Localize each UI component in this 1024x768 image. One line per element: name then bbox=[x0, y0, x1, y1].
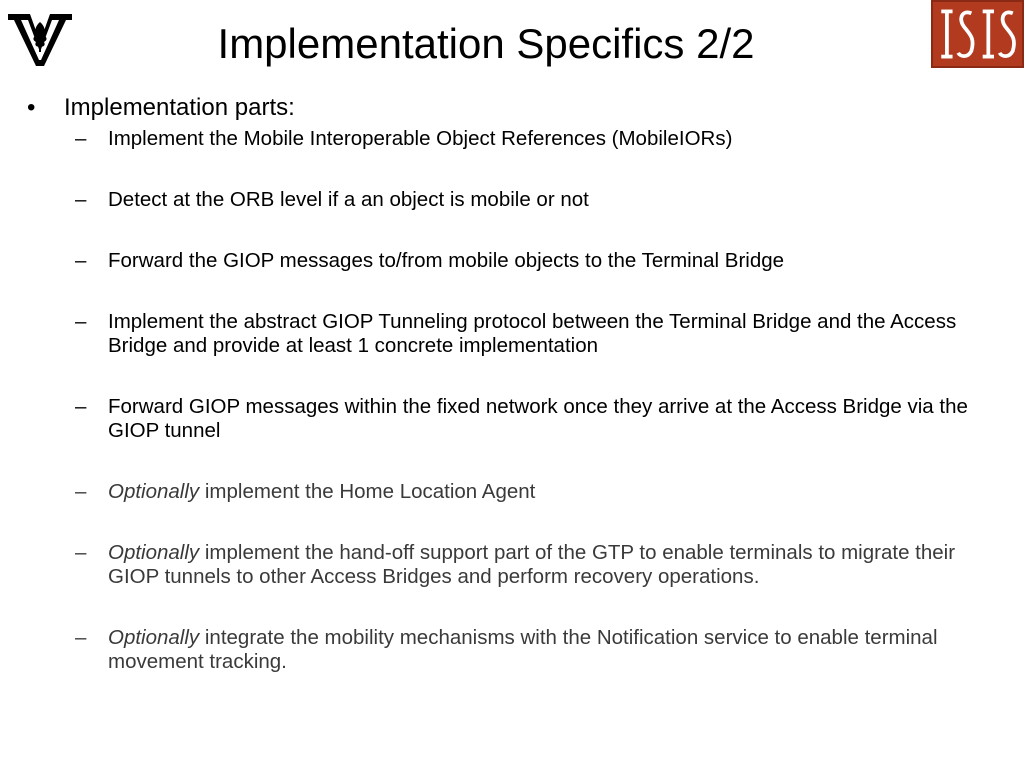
item-body: integrate the mobility mechanisms with the Notification service to enable terminal movement tracking. bbox=[108, 626, 938, 673]
list-item bbox=[75, 480, 1005, 504]
item-text: Implement the abstract GIOP Tunneling protocol between the Terminal Bridge and the Access Bridge and provide at least 1 concrete implementation bbox=[108, 310, 957, 357]
list-item bbox=[75, 127, 1005, 151]
dash-mark: – bbox=[75, 541, 87, 564]
sub-bullet-list bbox=[75, 127, 1005, 711]
dash-mark: – bbox=[75, 626, 87, 649]
dash-mark: – bbox=[75, 249, 87, 272]
item-text: Forward GIOP messages within the fixed network once they arrive at the Access Bridge via the GIOP tunnel bbox=[108, 395, 968, 442]
item-body: implement the hand-off support part of the GTP to enable terminals to migrate their GIOP tunnels to other Access Bridges and perform recovery operations. bbox=[108, 541, 956, 588]
item-text: Detect at the ORB level if a an object is mobile or not bbox=[108, 188, 589, 211]
list-item bbox=[75, 249, 1005, 273]
dash-mark: – bbox=[75, 310, 87, 333]
optionally-prefix: Optionally bbox=[108, 541, 200, 564]
item-text bbox=[108, 480, 1005, 504]
list-item bbox=[75, 310, 1005, 358]
item-text: Implement the Mobile Interoperable Object References (MobileIORs) bbox=[108, 127, 733, 150]
list-item bbox=[75, 626, 1005, 674]
level1-bullet bbox=[27, 94, 295, 122]
dash-mark: – bbox=[75, 127, 87, 150]
dash-mark: – bbox=[75, 395, 87, 418]
list-item bbox=[75, 541, 1005, 589]
list-item bbox=[75, 188, 1005, 212]
bullet-mark: • bbox=[27, 94, 36, 121]
dash-mark: – bbox=[75, 480, 87, 503]
item-text bbox=[108, 626, 1005, 674]
dash-mark: – bbox=[75, 188, 87, 211]
list-item bbox=[75, 395, 1005, 443]
optionally-prefix: Optionally bbox=[108, 626, 200, 649]
optionally-prefix: Optionally bbox=[108, 480, 200, 503]
item-text: Forward the GIOP messages to/from mobile objects to the Terminal Bridge bbox=[108, 249, 785, 272]
slide-title: Implementation Specifics 2/2 bbox=[217, 20, 755, 67]
item-body: implement the Home Location Agent bbox=[199, 480, 536, 503]
item-text bbox=[108, 541, 1005, 589]
level1-text: Implementation parts: bbox=[64, 94, 295, 121]
